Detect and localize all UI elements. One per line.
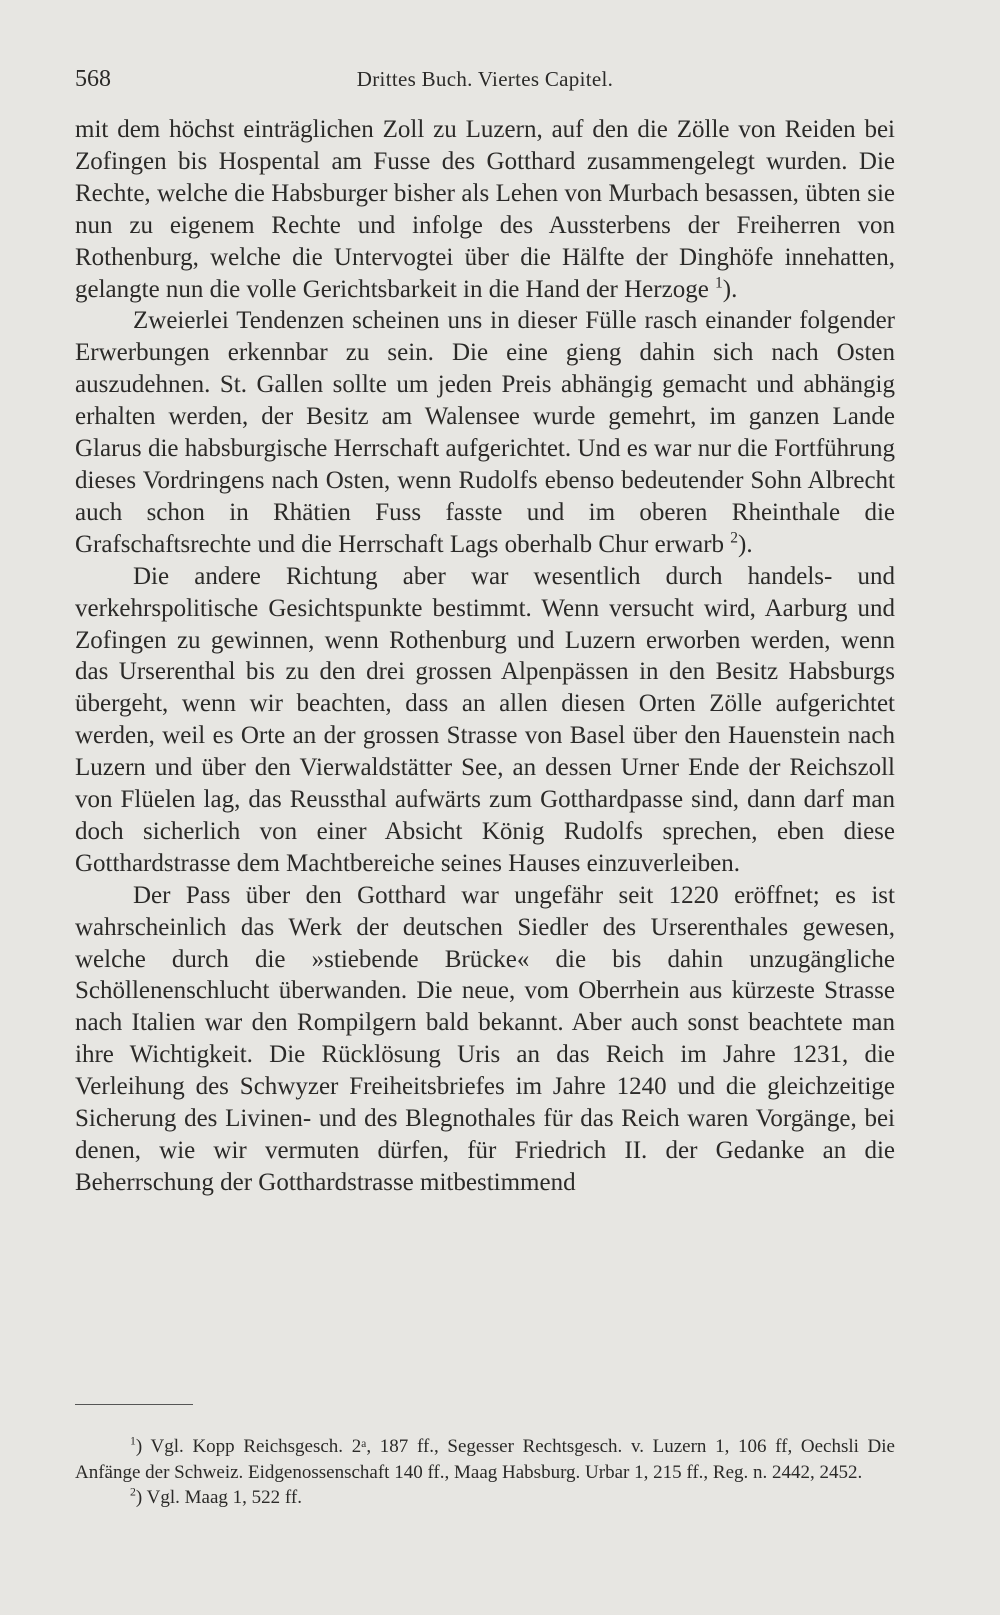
paragraph-text: Zweierlei Tendenzen scheinen uns in dieser Fülle rasch einander folgender Erwerbungen erkennbar zu sein. Die eine gieng dahin sich nach Osten auszudehnen. St. Gallen sollte um jeden Preis abhängig gemacht und abhängig erhalten werden, der Besitz am Walensee wurde gemehrt, im ganzen Lande Glarus die habsburgische Herrschaft aufgerichtet. Und es war nur die Fortführung dieses Vordringens nach Osten, wenn Rudolfs ebenso bedeutender Sohn Albrecht auch schon in Rhätien Fuss fasste und im oberen Rheinthale die Grafschaftsrechte und die Herrschaft Lags oberhalb Chur erwarb (75, 307, 895, 558)
paragraph-text: Die andere Richtung aber war wesentlich durch handels- und verkehrspolitische Gesichtspunkte bestimmt. Wenn versucht wird, Aarburg und Zofingen zu gewinnen, wenn Rothenburg und Luzern erworben werden, wenn das Urserenthal bis zu den drei grossen Alpenpässen in den Besitz Habsburgs übergeht, wenn wir beachten, dass an allen diesen Orten Zölle aufgerichtet werden, weil es Orte an der grossen Strasse von Basel über den Hauenstein nach Luzern und über den Vierwaldstätter See, an dessen Urner Ende der Reichszoll von Flüelen lag, das Reussthal aufwärts zum Gotthardpasse sind, dann darf man doch sicherlich von einer Absicht König Rudolfs sprechen, eben diese Gotthardstrasse dem Machtbereiche seines Hauses einzuverleiben. (75, 562, 895, 877)
page-header (75, 62, 895, 96)
running-title: Drittes Buch. Viertes Capitel. (356, 67, 614, 91)
body-text (75, 114, 895, 1199)
paragraph (75, 880, 895, 1199)
paragraph-text: Der Pass über den Gotthard war ungefähr seit 1220 eröffnet; es ist wahrscheinlich das Werk der deutschen Siedler des Urserenthales gewesen, welche durch die »stiebende Brücke« die bis dahin unzugängliche Schöllenenschlucht überwanden. Die neue, vom Oberrhein aus kürzeste Strasse nach Italien war den Rompilgern bald bekannt. Aber auch sonst beachtete man ihre Wichtigkeit. Die Rücklösung Uris an das Reich im Jahre 1231, die Verleihung des Schwyzer Freiheitsbriefes im Jahre 1240 und die gleichzeitige Sicherung des Livinen- und des Blegnothales für das Reich waren Vorgänge, bei denen, wie wir vermuten dürfen, für Friedrich II. der Gedanke an die Beherrschung der Gotthardstrasse mitbestimmend (75, 881, 895, 1196)
paragraph (75, 114, 895, 305)
paragraph-tail: ). (722, 275, 738, 303)
footnote-ref: 1 (715, 274, 723, 292)
page-number: 568 (75, 66, 111, 92)
footnote-text: ) Vgl. Kopp Reichsgesch. 2ᵃ, 187 ff., Segesser Rechtsgesch. v. Luzern 1, 106 ff, Oechsli Die Anfänge der Schweiz. Eidgenossenschaft 140 ff., Maag Habsburg. Urbar 1, 215 ff., Reg. n. 2442, 2452. (75, 1436, 895, 1483)
paragraph (75, 305, 895, 560)
footnote-text: ) Vgl. Maag 1, 522 ff. (135, 1487, 302, 1508)
paragraph-text: mit dem höchst einträglichen Zoll zu Luzern, auf den die Zölle von Reiden bei Zofingen bis Hospental am Fusse des Gotthard zusammengelegt wurden. Die Rechte, welche die Habsburger bisher als Lehen von Murbach besassen, übten sie nun zu eigenem Rechte und infolge des Aussterbens der Freiherren von Rothenburg, welche die Untervogtei über die Hälfte der Dinghöfe innehatten, gelangte nun die volle Gerichtsbarkeit in die Hand der Herzoge (75, 116, 895, 303)
paragraph-tail: ). (738, 530, 753, 558)
footnote-ref: 2 (730, 529, 739, 547)
footnote (75, 1485, 895, 1511)
paragraph (75, 561, 895, 880)
footnote-mark: 2 (130, 1485, 136, 1499)
footnote (75, 1434, 895, 1485)
footnotes (75, 1434, 895, 1511)
footnote-divider (75, 1404, 193, 1405)
footnote-mark: 1 (130, 1434, 136, 1448)
